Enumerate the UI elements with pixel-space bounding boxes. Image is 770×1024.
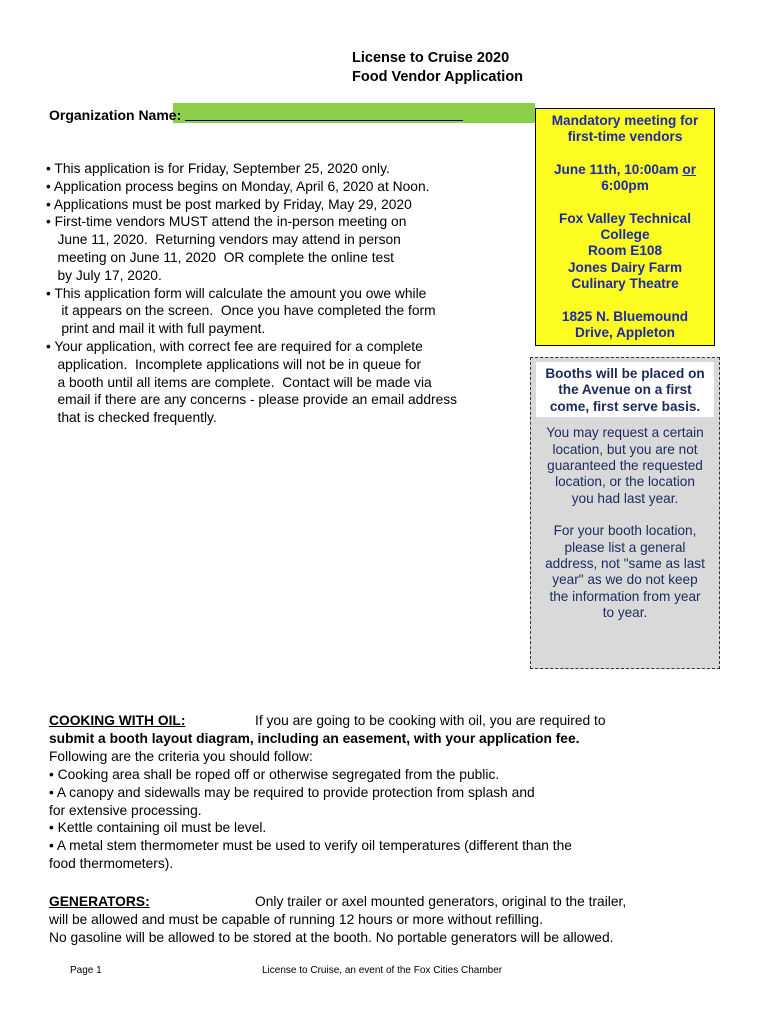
booth-info-box: [530, 357, 720, 669]
list-item: • Applications must be post marked by Friday, May 29, 2020: [46, 196, 412, 212]
list-item: meeting on June 11, 2020 OR complete the online test: [46, 249, 394, 265]
list-item: it appears on the screen. Once you have completed the form: [46, 303, 436, 319]
list-item: • Your application, with correct fee are required for a complete: [46, 338, 423, 354]
meeting-location: Room E108: [587, 243, 663, 259]
meeting-heading: first-time vendors: [567, 129, 683, 145]
list-item: • This application form will calculate the amount you owe while: [46, 285, 427, 301]
organization-name-label: Organization Name:: [49, 107, 182, 123]
meeting-date: June 11th, 10:00am or: [553, 161, 697, 177]
meeting-location: College: [600, 227, 650, 243]
meeting-location: Culinary Theatre: [571, 276, 679, 292]
section-line: for extensive processing.: [49, 802, 202, 818]
list-item: June 11, 2020. Returning vendors may attend in person: [46, 232, 401, 248]
list-item: email if there are any concerns - please provide an email address: [46, 392, 458, 408]
page-number: Page 1: [70, 965, 102, 976]
meeting-address: Drive, Appleton: [575, 325, 675, 341]
footer-text: License to Cruise, an event of the Fox Cities Chamber: [262, 965, 503, 976]
section-line: • Cooking area shall be roped off or otherwise segregated from the public.: [49, 766, 500, 782]
organization-name-underline: [185, 120, 463, 121]
meeting-heading: Mandatory meeting for: [551, 113, 699, 128]
list-item: by July 17, 2020.: [46, 267, 162, 283]
section-intro: If you are going to be cooking with oil, you are required to: [255, 713, 606, 728]
organization-name-field[interactable]: [173, 103, 535, 123]
document-subtitle: Food Vendor Application: [352, 69, 524, 85]
cooking-oil-section: [49, 712, 649, 873]
section-line: • A metal stem thermometer must be used to verify oil temperatures (different than the: [49, 838, 572, 854]
meeting-time: 6:00pm: [601, 178, 649, 194]
section-line: • A canopy and sidewalls may be required to provide protection from splash and: [49, 784, 535, 800]
section-bold-line: submit a booth layout diagram, including an easement, with your application fee.: [49, 730, 580, 746]
meeting-address: 1825 N. Bluemound: [561, 308, 689, 324]
section-heading: GENERATORS:: [49, 894, 150, 909]
list-item: that is checked frequently.: [46, 410, 217, 426]
section-line: food thermometers).: [49, 856, 174, 872]
section-line: Following are the criteria you should follow:: [49, 748, 313, 764]
list-item: • Application process begins on Monday, April 6, 2020 at Noon.: [46, 178, 430, 194]
booth-note: You may request a certain location, but you are not guaranteed the requested location, or the location you had last year.: [546, 425, 704, 506]
section-line: will be allowed and must be capable of running 12 hours or more without refilling.: [49, 911, 543, 927]
section-line: No gasoline will be allowed to be stored at the booth. No portable generators will be allowed.: [49, 929, 614, 945]
meeting-info-box: [535, 108, 715, 346]
section-line: • Kettle containing oil must be level.: [49, 820, 267, 836]
list-item: a booth until all items are complete. Contact will be made via: [46, 374, 432, 390]
section-intro: Only trailer or axel mounted generators, original to the trailer,: [255, 894, 627, 909]
meeting-location: Jones Dairy Farm: [567, 259, 683, 275]
booth-note: For your booth location, please list a general address, not "same as last year" as we do not keep the information from year to year.: [545, 523, 705, 621]
list-item: print and mail it with full payment.: [46, 321, 266, 337]
application-info-list: [46, 160, 486, 427]
list-item: application. Incomplete applications will not be in queue for: [46, 356, 422, 372]
document-title: License to Cruise 2020: [352, 50, 510, 66]
list-item: • First-time vendors MUST attend the in-person meeting on: [46, 214, 407, 230]
generators-section: [49, 893, 649, 947]
meeting-location: Fox Valley Technical: [559, 210, 691, 226]
booth-heading: Booths will be placed on the Avenue on a first come, first serve basis.: [536, 362, 714, 417]
section-heading: COOKING WITH OIL:: [49, 713, 186, 728]
list-item: • This application is for Friday, September 25, 2020 only.: [46, 161, 390, 176]
